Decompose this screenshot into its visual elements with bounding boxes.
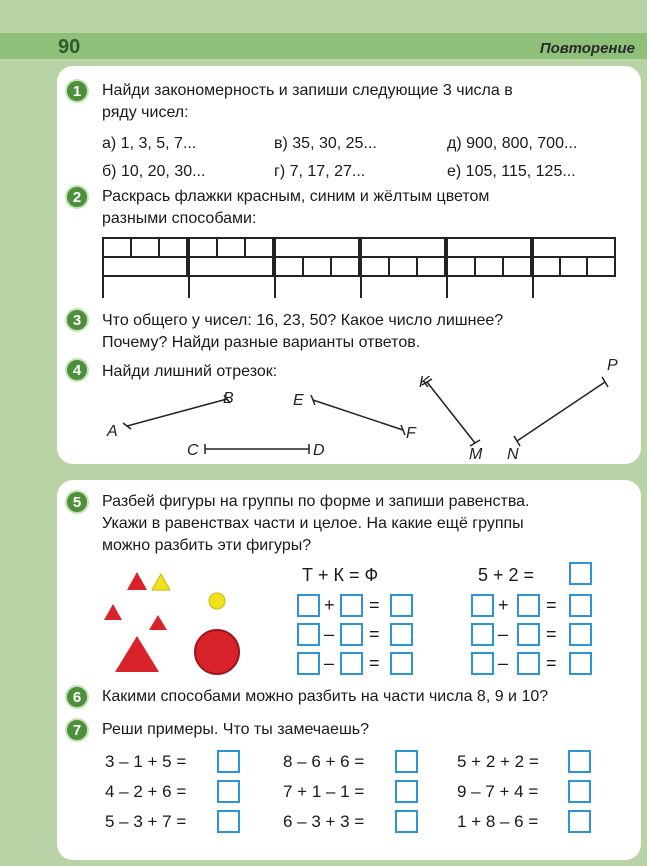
example: 4 – 2 + 6 = <box>105 782 187 801</box>
task4-text: Найди лишний отрезок: <box>102 363 278 380</box>
task1-text-line2: ряду чисел: <box>102 104 189 121</box>
page-number: 90 <box>58 36 81 58</box>
flag-4 <box>361 238 445 298</box>
answer-box[interactable] <box>297 594 320 617</box>
answer-box[interactable] <box>340 594 363 617</box>
task1-item-b: б) 10, 20, 30... <box>102 163 206 180</box>
large-red-triangle <box>115 636 159 672</box>
task-number-7: 7 <box>65 718 89 742</box>
op-eq: = <box>369 653 380 673</box>
example: 1 + 8 – 6 = <box>457 812 539 831</box>
answer-box[interactable] <box>297 623 320 646</box>
op-eq: = <box>546 595 557 615</box>
task3-text-line1: Что общего у чисел: 16, 23, 50? Какое число лишнее? <box>102 312 504 329</box>
op-eq: = <box>369 624 380 644</box>
task7-text: Реши примеры. Что ты замечаешь? <box>102 721 370 738</box>
answer-box[interactable] <box>390 652 413 675</box>
example: 5 – 3 + 7 = <box>105 812 187 831</box>
op-plus: + <box>324 595 335 615</box>
task-number-6: 6 <box>65 685 89 709</box>
answer-box[interactable] <box>390 623 413 646</box>
example: 6 – 3 + 3 = <box>283 812 365 831</box>
upper-panel <box>57 66 641 464</box>
op-eq: = <box>369 595 380 615</box>
answer-box[interactable] <box>217 750 240 773</box>
task-number-3: 3 <box>65 308 89 332</box>
op-minus: – <box>498 653 509 673</box>
flag-3 <box>275 238 359 298</box>
answer-box[interactable] <box>471 623 494 646</box>
task1-item-d: д) 900, 800, 700... <box>447 135 578 152</box>
small-red-triangle <box>149 615 167 630</box>
answer-box[interactable] <box>517 652 540 675</box>
example: 3 – 1 + 5 = <box>105 752 187 771</box>
flag-2 <box>189 238 273 298</box>
task1-item-e: е) 105, 115, 125... <box>447 163 576 180</box>
answer-box[interactable] <box>568 780 591 803</box>
task5-text-line3: можно разбить эти фигуры? <box>102 537 312 554</box>
label-e: E <box>293 392 304 409</box>
task1-item-g: г) 7, 17, 27... <box>274 163 366 180</box>
label-a: A <box>107 423 118 440</box>
flags-drawing <box>57 66 641 464</box>
answer-box[interactable] <box>297 652 320 675</box>
answer-box[interactable] <box>395 780 418 803</box>
formula-right: 5 + 2 = <box>478 565 535 585</box>
answer-box[interactable] <box>569 594 592 617</box>
op-minus: – <box>498 624 509 644</box>
op-plus: + <box>498 595 509 615</box>
example: 7 + 1 – 1 = <box>283 782 365 801</box>
task1-text-line1: Найди закономерность и запиши следующие 3 числа в <box>102 82 513 99</box>
answer-box[interactable] <box>395 810 418 833</box>
answer-box[interactable] <box>217 810 240 833</box>
label-n: N <box>507 446 519 463</box>
label-k: K <box>419 374 430 391</box>
label-c: C <box>187 442 199 459</box>
answer-box[interactable] <box>569 623 592 646</box>
label-m: M <box>469 446 483 463</box>
task3-text-line2: Почему? Найди разные варианты ответов. <box>102 334 421 351</box>
task-number-4: 4 <box>65 358 89 382</box>
example: 9 – 7 + 4 = <box>457 782 539 801</box>
label-p: P <box>607 357 618 374</box>
answer-box[interactable] <box>517 623 540 646</box>
task2-text-line2: разными способами: <box>102 210 257 227</box>
op-minus: – <box>324 653 335 673</box>
answer-box[interactable] <box>517 594 540 617</box>
label-b: B <box>223 390 234 407</box>
answer-box[interactable] <box>569 652 592 675</box>
formula-left: Т + К = Ф <box>302 565 379 585</box>
red-circle <box>195 630 239 674</box>
lower-panel <box>57 480 641 860</box>
answer-box[interactable] <box>340 652 363 675</box>
task6-text: Какими способами можно разбить на части числа 8, 9 и 10? <box>102 688 549 705</box>
small-red-triangle <box>104 604 122 620</box>
small-yellow-triangle <box>152 574 170 590</box>
flag-6 <box>533 238 615 298</box>
answer-box[interactable] <box>340 623 363 646</box>
label-d: D <box>313 442 325 459</box>
op-eq: = <box>546 653 557 673</box>
task1-item-v: в) 35, 30, 25... <box>274 135 377 152</box>
task-number-1: 1 <box>65 79 89 103</box>
answer-box[interactable] <box>568 810 591 833</box>
section-title: Повторение <box>539 40 635 57</box>
task-number-2: 2 <box>65 185 89 209</box>
answer-box[interactable] <box>569 562 592 585</box>
flag-5 <box>447 238 531 298</box>
label-f: F <box>406 425 416 442</box>
answer-box[interactable] <box>471 594 494 617</box>
answer-box[interactable] <box>217 780 240 803</box>
task2-text-line1: Раскрась флажки красным, синим и жёлтым цветом <box>102 188 490 205</box>
yellow-circle <box>209 593 225 609</box>
example: 8 – 6 + 6 = <box>283 752 365 771</box>
task5-text-line1: Разбей фигуры на группы по форме и запиши равенства. <box>102 493 530 510</box>
answer-box[interactable] <box>390 594 413 617</box>
op-minus: – <box>324 624 335 644</box>
example: 5 + 2 + 2 = <box>457 752 539 771</box>
small-red-triangle <box>127 572 147 590</box>
task5-text-line2: Укажи в равенствах части и целое. На какие ещё группы <box>102 515 524 532</box>
flag-1 <box>103 238 187 298</box>
task-number-5: 5 <box>65 490 89 514</box>
answer-box[interactable] <box>395 750 418 773</box>
answer-box[interactable] <box>471 652 494 675</box>
answer-box[interactable] <box>568 750 591 773</box>
op-eq: = <box>546 624 557 644</box>
task1-item-a: а) 1, 3, 5, 7... <box>102 135 197 152</box>
